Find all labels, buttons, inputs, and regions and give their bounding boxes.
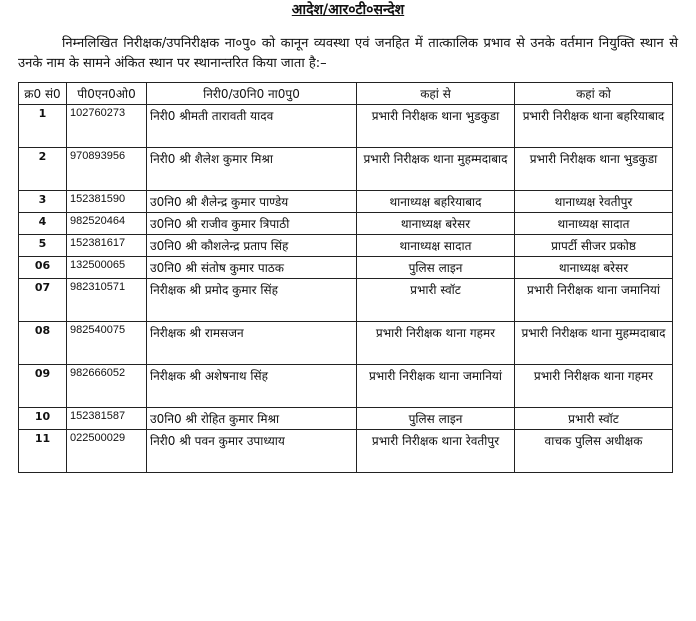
cell-serial: 3 xyxy=(19,191,67,213)
cell-to: प्रभारी निरीक्षक थाना जमानियां xyxy=(515,279,673,322)
cell-from: पुलिस लाइन xyxy=(357,257,515,279)
cell-name: निरी0 श्री शैलेश कुमार मिश्रा xyxy=(147,148,357,191)
table-row xyxy=(19,191,673,213)
cell-to: प्रभारी निरीक्षक थाना गहमर xyxy=(515,365,673,408)
cell-name: निरी0 श्री पवन कुमार उपाध्याय xyxy=(147,430,357,473)
header-serial: क्र0 सं0 xyxy=(19,83,67,105)
table-row xyxy=(19,148,673,191)
cell-pno: 982540075 xyxy=(67,322,147,365)
header-name: निरी0/उ0नि0 ना0पु0 xyxy=(147,83,357,105)
cell-from: पुलिस लाइन xyxy=(357,408,515,430)
cell-to: थानाध्यक्ष रेवतीपुर xyxy=(515,191,673,213)
cell-pno: 970893956 xyxy=(67,148,147,191)
cell-serial: 08 xyxy=(19,322,67,365)
cell-serial: 5 xyxy=(19,235,67,257)
cell-pno: 982520464 xyxy=(67,213,147,235)
header-pno: पी0एन0ओ0 xyxy=(67,83,147,105)
cell-name: निरीक्षक श्री रामसजन xyxy=(147,322,357,365)
table-row xyxy=(19,408,673,430)
cell-serial: 06 xyxy=(19,257,67,279)
cell-to: थानाध्यक्ष बरेसर xyxy=(515,257,673,279)
cell-name: उ0नि0 श्री शैलेन्द्र कुमार पाण्डेय xyxy=(147,191,357,213)
cell-from: प्रभारी स्वॉट xyxy=(357,279,515,322)
cell-serial: 2 xyxy=(19,148,67,191)
cell-name: उ0नि0 श्री रोहित कुमार मिश्रा xyxy=(147,408,357,430)
intro-paragraph: निम्नलिखित निरीक्षक/उपनिरीक्षक ना०पु० को कानून व्यवस्था एवं जनहित में तात्कालिक प्रभाव से उनके वर्तमान नियुक्ति स्थान से उनके नाम के सामने अंकित स्थान पर स्थानान्तरित किया जाता है:– xyxy=(18,36,678,71)
cell-name: उ0नि0 श्री कौशलेन्द्र प्रताप सिंह xyxy=(147,235,357,257)
order-title: आदेश/आर०टी०सन्देश xyxy=(291,2,405,18)
cell-pno: 982310571 xyxy=(67,279,147,322)
cell-from: प्रभारी निरीक्षक थाना गहमर xyxy=(357,322,515,365)
cell-to: प्रभारी निरीक्षक थाना बहरियाबाद xyxy=(515,105,673,148)
cell-from: प्रभारी निरीक्षक थाना भुडकुडा xyxy=(357,105,515,148)
header-from: कहां से xyxy=(357,83,515,105)
cell-pno: 152381590 xyxy=(67,191,147,213)
table-row xyxy=(19,235,673,257)
cell-serial: 10 xyxy=(19,408,67,430)
cell-from: प्रभारी निरीक्षक थाना जमानियां xyxy=(357,365,515,408)
table-header-row xyxy=(19,83,673,105)
cell-to: प्रापर्टी सीजर प्रकोष्ठ xyxy=(515,235,673,257)
cell-from: प्रभारी निरीक्षक थाना रेवतीपुर xyxy=(357,430,515,473)
cell-to: प्रभारी निरीक्षक थाना भुडकुडा xyxy=(515,148,673,191)
cell-to: थानाध्यक्ष सादात xyxy=(515,213,673,235)
cell-name: निरी0 श्रीमती तारावती यादव xyxy=(147,105,357,148)
cell-serial: 1 xyxy=(19,105,67,148)
table-body xyxy=(19,105,673,473)
cell-name: निरीक्षक श्री प्रमोद कुमार सिंह xyxy=(147,279,357,322)
cell-name: उ0नि0 श्री संतोष कुमार पाठक xyxy=(147,257,357,279)
cell-to: प्रभारी निरीक्षक थाना मुहम्मदाबाद xyxy=(515,322,673,365)
cell-pno: 152381617 xyxy=(67,235,147,257)
cell-pno: 152381587 xyxy=(67,408,147,430)
cell-name: उ0नि0 श्री राजीव कुमार त्रिपाठी xyxy=(147,213,357,235)
cell-name: निरीक्षक श्री अशेषनाथ सिंह xyxy=(147,365,357,408)
table-row xyxy=(19,365,673,408)
table-row xyxy=(19,213,673,235)
table-row xyxy=(19,105,673,148)
cell-serial: 4 xyxy=(19,213,67,235)
cell-from: थानाध्यक्ष बरेसर xyxy=(357,213,515,235)
table-row xyxy=(19,322,673,365)
cell-pno: 982666052 xyxy=(67,365,147,408)
table-row xyxy=(19,279,673,322)
cell-serial: 09 xyxy=(19,365,67,408)
cell-pno: 022500029 xyxy=(67,430,147,473)
cell-from: प्रभारी निरीक्षक थाना मुहम्मदाबाद xyxy=(357,148,515,191)
cell-pno: 102760273 xyxy=(67,105,147,148)
cell-to: वाचक पुलिस अधीक्षक xyxy=(515,430,673,473)
cell-serial: 07 xyxy=(19,279,67,322)
cell-pno: 132500065 xyxy=(67,257,147,279)
header-to: कहां को xyxy=(515,83,673,105)
cell-serial: 11 xyxy=(19,430,67,473)
cell-to: प्रभारी स्वॉट xyxy=(515,408,673,430)
table-row xyxy=(19,430,673,473)
cell-from: थानाध्यक्ष सादात xyxy=(357,235,515,257)
transfer-table xyxy=(18,82,673,473)
cell-from: थानाध्यक्ष बहरियाबाद xyxy=(357,191,515,213)
table-row xyxy=(19,257,673,279)
